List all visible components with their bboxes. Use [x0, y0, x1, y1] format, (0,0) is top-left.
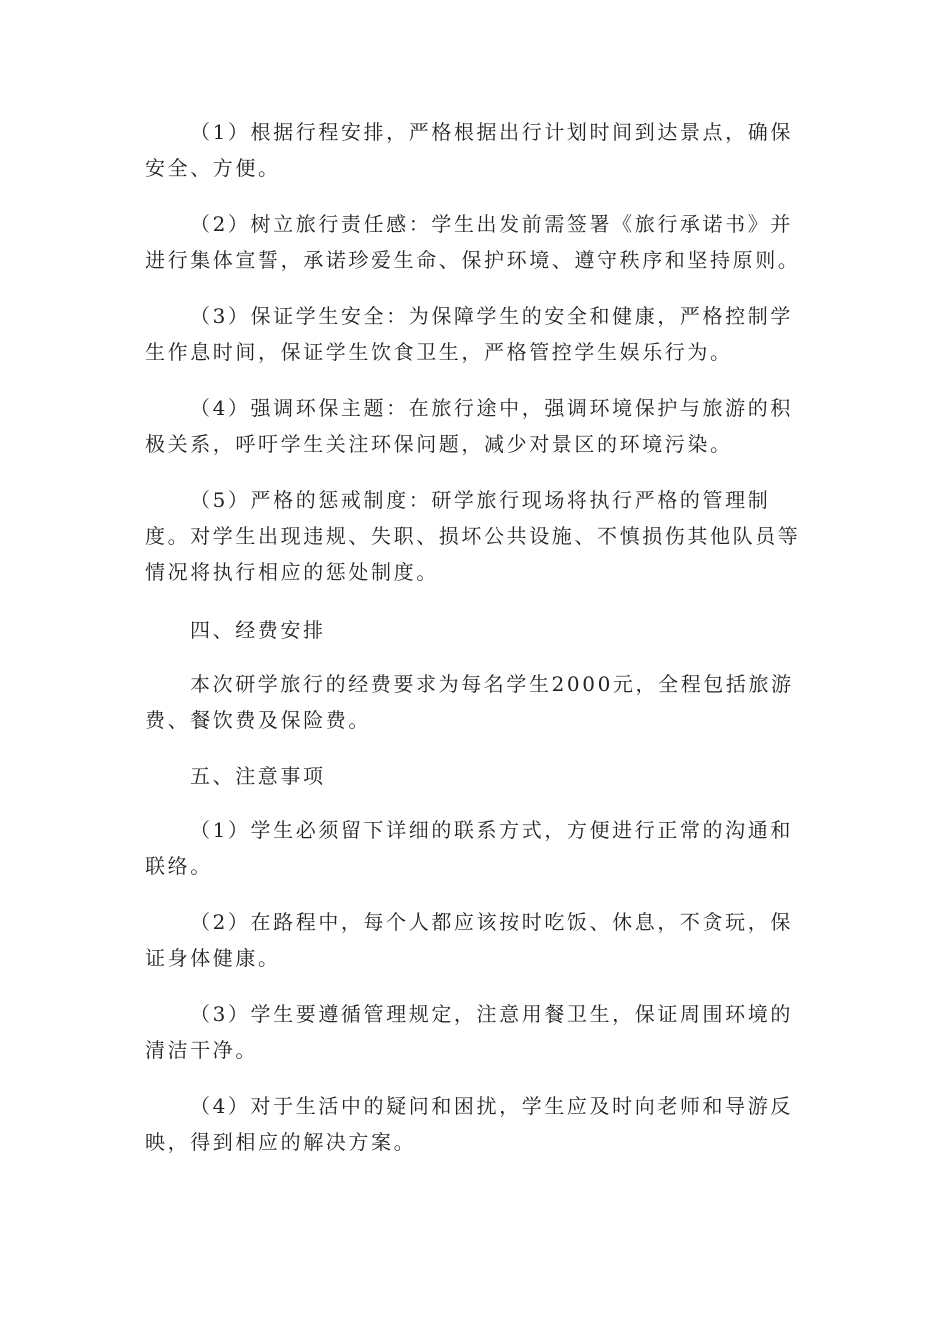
paragraph-note-health: （2）在路程中，每个人都应该按时吃饭、休息，不贪玩，保证身体健康。	[145, 910, 793, 970]
section-heading-notes: 五、注意事项	[190, 764, 326, 788]
paragraph-discipline: （5）严格的惩戒制度：研学旅行现场将执行严格的管理制度。对学生出现违规、失职、损坏公共设施、不慎损伤其他队员等情况将执行相应的惩处制度。	[145, 488, 801, 584]
paragraph-itinerary: （1）根据行程安排，严格根据出行计划时间到达景点，确保安全、方便。	[145, 120, 793, 180]
paragraph-note-contact: （1）学生必须留下详细的联系方式，方便进行正常的沟通和联络。	[145, 818, 793, 878]
section-heading-funding: 四、经费安排	[190, 618, 326, 642]
paragraph-note-feedback: （4）对于生活中的疑问和困扰，学生应及时向老师和导游反映，得到相应的解决方案。	[145, 1094, 793, 1154]
paragraph-note-hygiene: （3）学生要遵循管理规定，注意用餐卫生，保证周围环境的清洁干净。	[145, 1002, 793, 1062]
paragraph-safety: （3）保证学生安全：为保障学生的安全和健康，严格控制学生作息时间，保证学生饮食卫生，严格管控学生娱乐行为。	[145, 304, 793, 364]
paragraph-responsibility: （2）树立旅行责任感：学生出发前需签署《旅行承诺书》并进行集体宣誓，承诺珍爱生命、保护环境、遵守秩序和坚持原则。	[145, 212, 801, 272]
paragraph-environment: （4）强调环保主题：在旅行途中，强调环境保护与旅游的积极关系，呼吁学生关注环保问题，减少对景区的环境污染。	[145, 396, 793, 456]
paragraph-funding: 本次研学旅行的经费要求为每名学生2000元，全程包括旅游费、餐饮费及保险费。	[145, 672, 794, 732]
